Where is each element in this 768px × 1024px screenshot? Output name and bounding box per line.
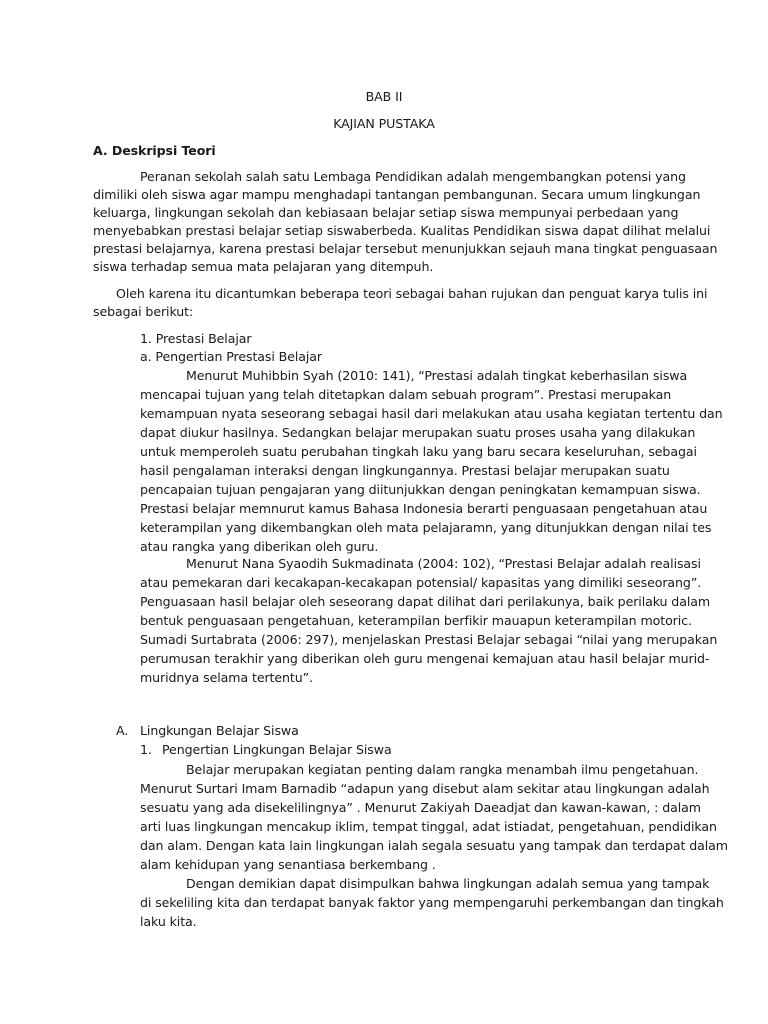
paragraph-line: arti luas lingkungan mencakup iklim, tempat tinggal, adat istiadat, pengetahuan, pendidikan	[140, 819, 717, 834]
paragraph-line: sesuatu yang ada disekelilingnya” . Menurut Zakiyah Daeadjat dan kawan-kawan, : dalam	[140, 800, 701, 815]
subsection-pengertian-prestasi: a. Pengertian Prestasi Belajar	[140, 349, 322, 364]
paragraph-line: Belajar merupakan kegiatan penting dalam rangka menambah ilmu pengetahuan.	[186, 762, 699, 777]
paragraph-line: pencapaian tujuan pengajaran yang diitunjukkan dengan peningkatan kemampuan siswa.	[140, 482, 701, 497]
subsection-pengertian-lingkungan: Pengertian Lingkungan Belajar Siswa	[162, 742, 392, 757]
paragraph-line: laku kita.	[140, 914, 197, 929]
paragraph-line: Penguasaan hasil belajar oleh seseorang dapat dilihat dari perilakunya, baik perilaku dalam	[140, 594, 710, 609]
paragraph-line: atau rangka yang diberikan oleh guru.	[140, 539, 379, 554]
subsection-prestasi-belajar: 1. Prestasi Belajar	[140, 331, 252, 346]
paragraph-line: hasil pengalaman interaksi dengan lingkungannya. Prestasi belajar merupakan suatu	[140, 463, 670, 478]
paragraph-line: keluarga, lingkungan sekolah dan kebiasaan belajar setiap siswa mempunyai perbedaan yang	[93, 205, 679, 220]
paragraph-line: bentuk penguasaan pengetahuan, keterampilan berfikir mauapun keterampilan motoric.	[140, 613, 692, 628]
paragraph-line: muridnya selama tertentu”.	[140, 670, 313, 685]
paragraph-line: Peranan sekolah salah satu Lembaga Pendidikan adalah mengembangkan potensi yang	[140, 169, 686, 184]
list-marker-1: 1.	[140, 742, 152, 757]
paragraph-line: dapat diukur hasilnya. Sedangkan belajar merupakan suatu proses usaha yang dilakukan	[140, 425, 696, 440]
paragraph-line: dan alam. Dengan kata lain lingkungan ialah segala sesuatu yang tampak dan terdapat dalam	[140, 838, 728, 853]
paragraph-line: Dengan demikian dapat disimpulkan bahwa lingkungan adalah semua yang tampak	[186, 876, 710, 891]
section-heading-deskripsi-teori: A. Deskripsi Teori	[93, 143, 216, 158]
paragraph-line: prestasi belajarnya, karena prestasi belajar tersebut menunjukkan sejauh mana tingkat penguasaan	[93, 241, 718, 256]
paragraph-line: Menurut Nana Syaodih Sukmadinata (2004: 102), “Prestasi Belajar adalah realisasi	[186, 556, 701, 571]
paragraph-line: alam kehidupan yang senantiasa berkembang .	[140, 857, 436, 872]
paragraph-line: kemampuan nyata seseorang sebagai hasil dari melakukan atau usaha kegiatan tertentu dan	[140, 406, 723, 421]
paragraph-line: Menurut Muhibbin Syah (2010: 141), “Prestasi adalah tingkat keberhasilan siswa	[186, 368, 688, 383]
paragraph-line: dimiliki oleh siswa agar mampu menghadapi tantangan pembangunan. Secara umum lingkungan	[93, 187, 701, 202]
paragraph-line: untuk memperoleh suatu perubahan tingkah laku yang baru secara keseluruhan, sebagai	[140, 444, 697, 459]
paragraph-line: di sekeliling kita dan terdapat banyak faktor yang mempengaruhi perkembangan dan tingkah	[140, 895, 724, 910]
chapter-title: KAJIAN PUSTAKA	[333, 116, 435, 131]
chapter-number: BAB II	[365, 89, 403, 104]
list-marker-a: A.	[116, 723, 129, 738]
paragraph-line: atau pemekaran dari kecakapan-kecakapan potensial/ kapasitas yang dimiliki seseorang”.	[140, 575, 702, 590]
paragraph-line: Sumadi Surtabrata (2006: 297), menjelaskan Prestasi Belajar sebagai “nilai yang merupakan	[140, 632, 718, 647]
paragraph-line: Prestasi belajar memnurut kamus Bahasa Indonesia berarti penguasaan pengetahuan atau	[140, 501, 708, 516]
paragraph-line: sebagai berikut:	[93, 304, 194, 319]
paragraph-line: perumusan terakhir yang diberikan oleh guru mengenai kemajuan atau hasil belajar murid-	[140, 651, 710, 666]
section-heading-lingkungan-belajar: Lingkungan Belajar Siswa	[140, 723, 299, 738]
paragraph-line: keterampilan yang dikembangkan oleh mata pelajaramn, yang ditunjukkan dengan nilai tes	[140, 520, 712, 535]
paragraph-line: Oleh karena itu dicantumkan beberapa teori sebagai bahan rujukan dan penguat karya tulis ini	[116, 286, 708, 301]
paragraph-line: mencapai tujuan yang telah ditetapkan dalam sebuah program”. Prestasi merupakan	[140, 387, 672, 402]
paragraph-line: Menurut Surtari Imam Barnadib “adapun yang disebut alam sekitar atau lingkungan adalah	[140, 781, 710, 796]
paragraph-line: siswa terhadap semua mata pelajaran yang ditempuh.	[93, 259, 434, 274]
paragraph-line: menyebabkan prestasi belajar setiap siswaberbeda. Kualitas Pendidikan siswa dapat dilihat melalui	[93, 223, 711, 238]
